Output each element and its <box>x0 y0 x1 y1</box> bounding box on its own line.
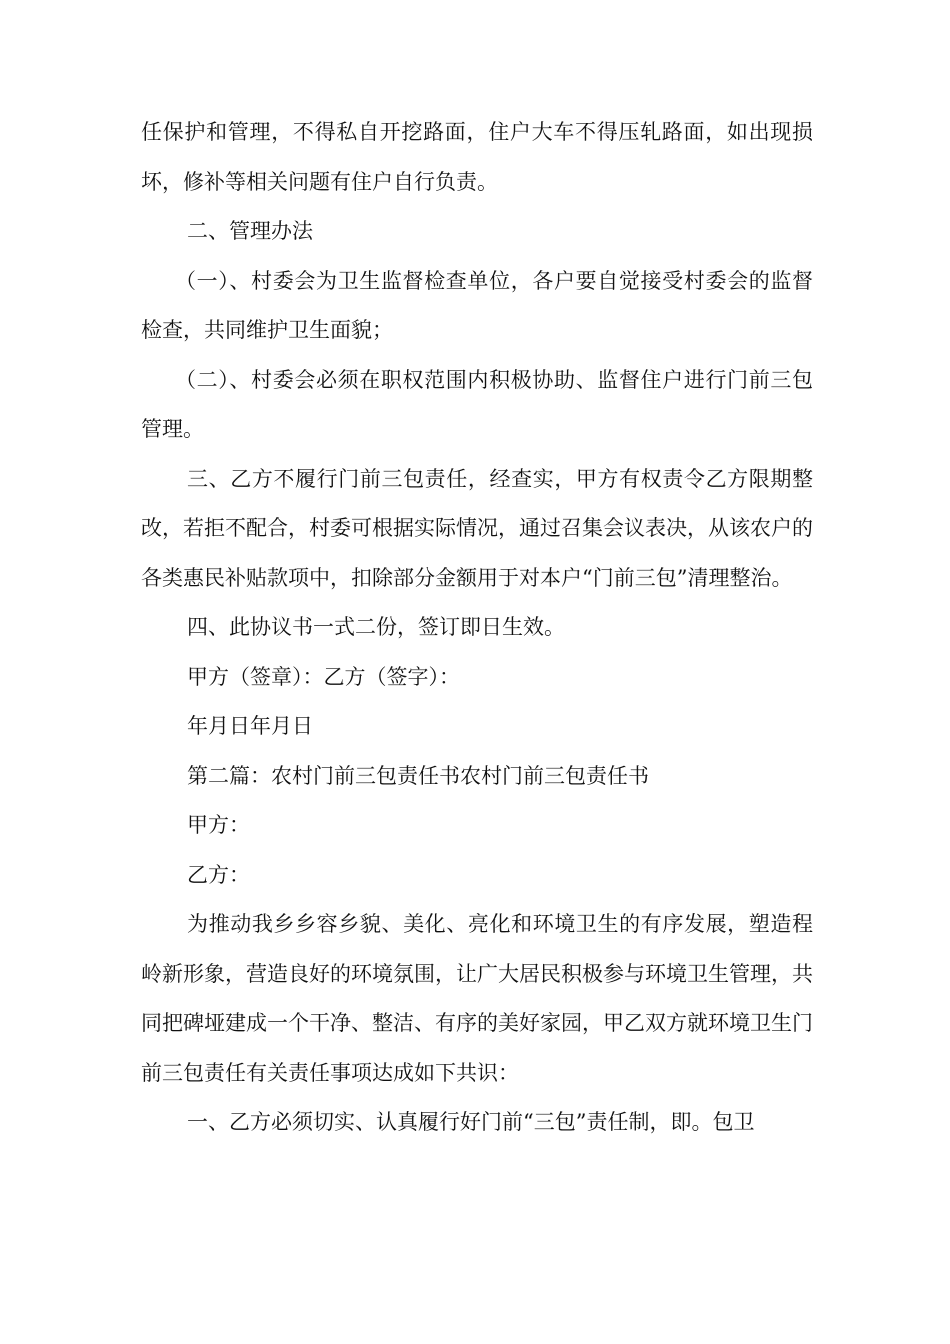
paragraph-clause-4: 四、此协议书一式二份，签订即日生效。 <box>187 615 565 639</box>
signature-line: 甲方（签章）：乙方（签字）： <box>187 664 460 689</box>
paragraph-clause-1: 一、乙方必须切实、认真履行好门前“三包”责任制，即。包卫 <box>187 1110 755 1134</box>
paragraph-item-2: （二）、村委会必须在职权范围内积极协助、监督住户进行门前三包管理。 <box>141 367 813 441</box>
party-b-line: 乙方： <box>187 862 250 887</box>
date-line: 年月日年月日 <box>187 714 313 738</box>
paragraph-continuation: 任保护和管理，不得私自开挖路面，住户大车不得压轧路面，如出现损坏，修补等相关问题有住户自行负责。 <box>141 120 813 194</box>
paragraph-clause-3: 三、乙方不履行门前三包责任，经查实，甲方有权责令乙方限期整改，若拒不配合，村委可根据实际情况，通过召集会议表决，从该农户的各类惠民补贴款项中，扣除部分金额用于对本户“门前三包”清理整治。 <box>141 466 813 590</box>
paragraph-item-1: （一）、村委会为卫生监督检查单位，各户要自觉接受村委会的监督检查，共同维护卫生面貌； <box>141 268 813 342</box>
document-body <box>141 108 813 1148</box>
section-heading-management: 二、管理办法 <box>187 219 313 243</box>
article-title: 第二篇：农村门前三包责任书农村门前三包责任书 <box>187 763 649 788</box>
party-a-line: 甲方： <box>187 813 250 837</box>
paragraph-preamble: 为推动我乡乡容乡貌、美化、亮化和环境卫生的有序发展，塑造程岭新形象，营造良好的环境氛围，让广大居民积极参与环境卫生管理，共同把碑垭建成一个干净、整洁、有序的美好家园，甲乙双方就环境卫生门前三包责任有关责任事项达成如下共识： <box>141 912 813 1085</box>
